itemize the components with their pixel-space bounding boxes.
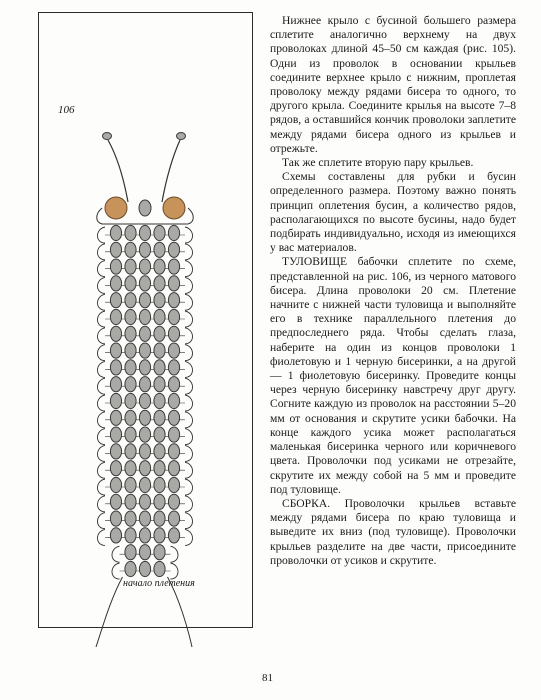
- bead: [125, 326, 136, 341]
- eye-bead: [163, 197, 185, 219]
- wire-loop: [98, 311, 106, 327]
- wire-loop: [185, 479, 193, 495]
- wire-loop: [185, 529, 193, 545]
- bead: [125, 309, 136, 324]
- bead: [139, 343, 150, 358]
- bead: [139, 326, 150, 341]
- bead: [125, 545, 136, 560]
- bead: [125, 242, 136, 257]
- antenna-left: [108, 140, 128, 202]
- bead: [168, 477, 179, 492]
- bead: [168, 309, 179, 324]
- bead: [110, 377, 121, 392]
- bead: [139, 225, 150, 240]
- bead: [154, 393, 165, 408]
- bead: [125, 461, 136, 476]
- wire-loop: [185, 462, 193, 478]
- wire-loop: [185, 294, 193, 310]
- bead: [110, 427, 121, 442]
- wire-tail: [96, 577, 123, 647]
- bead: [168, 511, 179, 526]
- wire-loop: [98, 529, 106, 545]
- bead: [139, 545, 150, 560]
- bead: [125, 494, 136, 509]
- wire-loop: [98, 294, 106, 310]
- bead: [139, 561, 150, 576]
- bead: [154, 427, 165, 442]
- bead: [139, 410, 150, 425]
- bead: [110, 309, 121, 324]
- antenna-right: [162, 140, 180, 202]
- bead: [139, 293, 150, 308]
- wire-loop: [98, 328, 106, 344]
- bead: [154, 259, 165, 274]
- paragraph: ТУЛОВИЩЕ бабочки сплетите по схеме, представленной на рис. 106, из черного матового бисера. Длина проволоки 20 см. Плетение начните с нижней части туловища и выполняйте его в технике параллельного плетения до предпоследнего ряда. Чтобы сделать глаза, наберите на один из концов проволоки 1 фиолетовую и 1 черную бисеринки, а на другой — 1 фиолетовую бисеринку. Проведите концы через черную бисеринку навстречу друг другу. Согните каждую из проволок на расстоянии 5–20 мм от основания и скрутите усики бабочки. На конце каждого усика может располагаться маленькая бисеринка черного или коричневого цвета. Проволочки под усиками не отрезайте, скрутите их между собой на 5 мм и проведите под туловище.: [270, 255, 516, 496]
- bead: [154, 309, 165, 324]
- bead: [154, 293, 165, 308]
- bead: [125, 276, 136, 291]
- wire-loop: [185, 244, 193, 260]
- article-text: [270, 14, 516, 568]
- wire-loop: [98, 445, 106, 461]
- bead: [110, 343, 121, 358]
- wire-loop: [185, 345, 193, 361]
- page-number: 81: [262, 672, 273, 684]
- wire-loop: [112, 546, 120, 562]
- bead: [154, 225, 165, 240]
- bead: [168, 360, 179, 375]
- bead: [110, 477, 121, 492]
- bead: [110, 293, 121, 308]
- bead: [168, 444, 179, 459]
- wire-loop: [98, 395, 106, 411]
- bead: [125, 444, 136, 459]
- bead: [154, 326, 165, 341]
- bead: [110, 511, 121, 526]
- bead: [168, 393, 179, 408]
- bead: [168, 427, 179, 442]
- wire-loop: [185, 328, 193, 344]
- bead: [125, 393, 136, 408]
- paragraph: СБОРКА. Проволочки крыльев вставьте между рядами бисера по краю туловища и выведите их вниз (под туловище). Проволочки крыльев разделите на две части, присоедините проволочки от усиков и скрутите.: [270, 496, 516, 567]
- bead: [168, 276, 179, 291]
- bead: [125, 225, 136, 240]
- bead: [110, 225, 121, 240]
- bead: [139, 477, 150, 492]
- wire-loop: [185, 412, 193, 428]
- bead: [125, 343, 136, 358]
- bead: [154, 545, 165, 560]
- bead: [125, 477, 136, 492]
- wire-loop: [185, 513, 193, 529]
- wire-loop: [98, 244, 106, 260]
- bead: [154, 461, 165, 476]
- bead: [110, 259, 121, 274]
- bead: [110, 494, 121, 509]
- bead: [139, 242, 150, 257]
- wire-loop: [185, 496, 193, 512]
- wire-loop: [98, 227, 106, 243]
- bead: [139, 427, 150, 442]
- wire-loop: [98, 429, 106, 445]
- bead: [139, 511, 150, 526]
- bead: [110, 444, 121, 459]
- wire-loop: [98, 361, 106, 377]
- bead: [125, 427, 136, 442]
- wire-loop: [185, 311, 193, 327]
- bead: [125, 377, 136, 392]
- bead: [168, 225, 179, 240]
- wire-loop: [98, 462, 106, 478]
- wire-loop: [185, 378, 193, 394]
- wire-loop: [112, 563, 120, 579]
- bead: [139, 276, 150, 291]
- wire-loop: [98, 378, 106, 394]
- bead: [154, 360, 165, 375]
- wire-loop: [185, 361, 193, 377]
- bead: [154, 377, 165, 392]
- bead: [154, 343, 165, 358]
- bead: [168, 410, 179, 425]
- paragraph: Так же сплетите вторую пару крыльев.: [282, 156, 474, 170]
- bead: [168, 293, 179, 308]
- bead: [154, 561, 165, 576]
- bead: [168, 259, 179, 274]
- wire-loop: [185, 445, 193, 461]
- wire-loop: [98, 261, 106, 277]
- antenna-bead: [177, 133, 186, 140]
- bead: [139, 309, 150, 324]
- bead: [168, 528, 179, 543]
- figure-number: 106: [58, 104, 75, 116]
- paragraph: Нижнее крыло с бусиной большего размера сплетите аналогично верхнему на двух проволоках длиной 45–50 см каждая (рис. 105). Одни из проволок в основании крыльев соедините верхнее крыло с нижним, проплетая проволоку между рядами бисера то одного, то другого крыла. Соедините крылья на высоте 7–8 рядов, а оставшийся кончик проволоки заплетите между рядами бисера одного из крыльев и отрежьте.: [270, 14, 516, 155]
- figure-caption: начало плетения: [123, 578, 195, 589]
- bead: [154, 494, 165, 509]
- wire-loop: [98, 412, 106, 428]
- bead: [110, 360, 121, 375]
- paragraph: Схемы составлены для рубки и бусин определенного размера. Поэтому важно понять принцип оплетения бусин, а количество рядов, располагающихся по высоте бусины, надо будет подбирать индивидуально, исходя из имеющихся у вас материалов.: [270, 170, 516, 255]
- bead: [125, 561, 136, 576]
- bead: [154, 511, 165, 526]
- bead: [110, 461, 121, 476]
- wire-loop: [185, 227, 193, 243]
- wire-loop: [171, 563, 179, 579]
- antenna-bead: [103, 133, 112, 140]
- bead: [139, 200, 151, 216]
- bead: [139, 528, 150, 543]
- bead: [139, 360, 150, 375]
- bead: [154, 477, 165, 492]
- bead: [168, 494, 179, 509]
- wire-loop: [98, 496, 106, 512]
- wire-loop: [185, 261, 193, 277]
- bead: [125, 511, 136, 526]
- bead: [110, 410, 121, 425]
- bead: [125, 293, 136, 308]
- bead: [139, 461, 150, 476]
- bead: [154, 242, 165, 257]
- bead: [168, 326, 179, 341]
- bead: [168, 461, 179, 476]
- bead: [139, 393, 150, 408]
- bead: [139, 377, 150, 392]
- wire-loop: [98, 345, 106, 361]
- bead: [110, 326, 121, 341]
- bead: [139, 259, 150, 274]
- bead: [139, 494, 150, 509]
- wire-loop: [98, 513, 106, 529]
- bead: [168, 242, 179, 257]
- bead: [125, 360, 136, 375]
- wire-loop: [98, 277, 106, 293]
- wire-loop: [98, 479, 106, 495]
- bead: [154, 276, 165, 291]
- bead: [168, 377, 179, 392]
- bead: [110, 242, 121, 257]
- eye-bead: [105, 197, 127, 219]
- bead-rows: [105, 197, 185, 577]
- bead: [110, 393, 121, 408]
- antennae: [103, 133, 186, 203]
- bead: [139, 444, 150, 459]
- bead: [154, 444, 165, 459]
- bead: [125, 259, 136, 274]
- wire-loop: [185, 277, 193, 293]
- wire-loop: [185, 395, 193, 411]
- bead: [110, 276, 121, 291]
- wire-loop: [185, 429, 193, 445]
- wire-loop: [171, 546, 179, 562]
- bead: [168, 343, 179, 358]
- bead: [125, 528, 136, 543]
- bead: [125, 410, 136, 425]
- bead: [110, 528, 121, 543]
- bead: [154, 528, 165, 543]
- bead: [154, 410, 165, 425]
